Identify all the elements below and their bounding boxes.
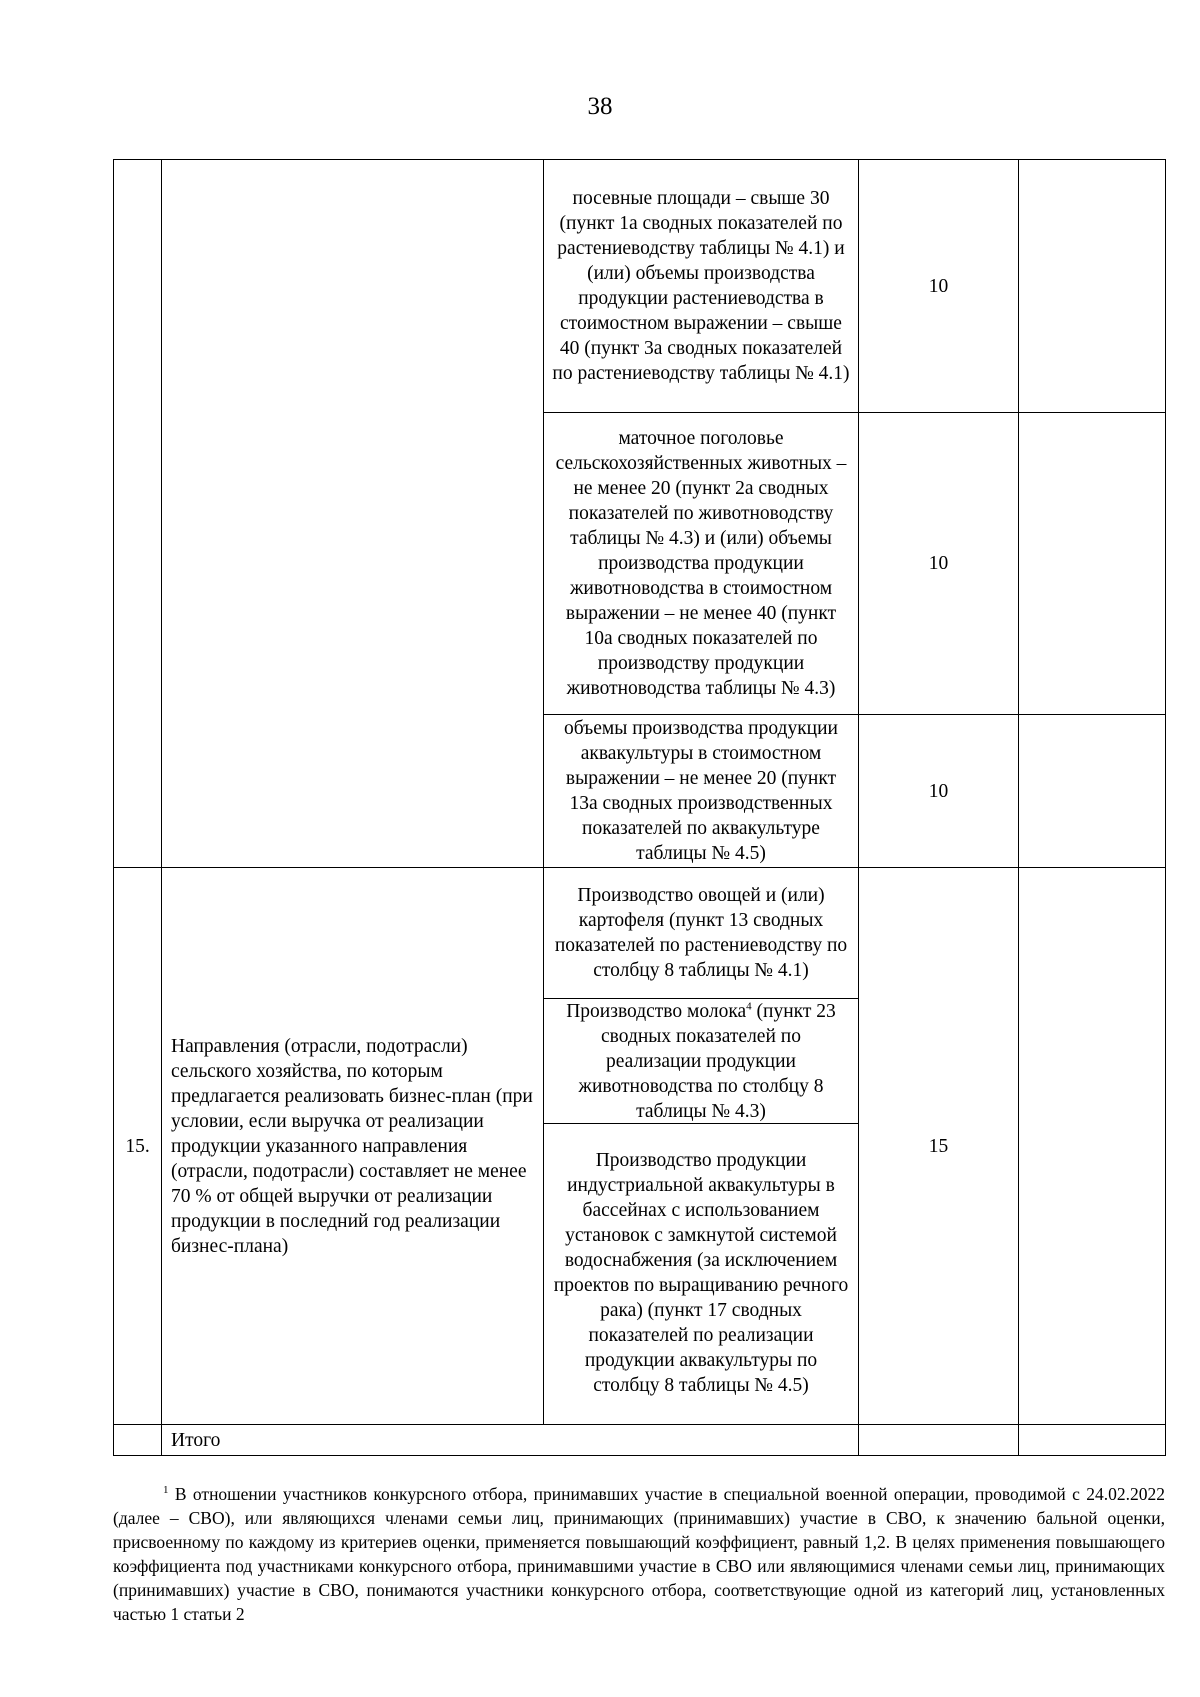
empty-cell (1019, 715, 1166, 868)
criterion-vegetables-text: Производство овощей и (или) картофеля (пункт 13 сводных показателей по растениеводству по столбцу 8 таблицы № 4.1) (554, 885, 848, 981)
footnote-ref: 4 (746, 1000, 752, 1012)
criterion-aquaculture-text: Производство продукции индустриальной аквакультуры в бассейнах с использованием установок с замкнутой системой водоснабжения (за исключением проектов по выращиванию речного рака) (пункт 17 сводных показателей по реализации продукции аквакультуры по столбцу 8 таблицы № 4.5) (553, 1150, 849, 1396)
score-cell: 10 (859, 160, 1019, 413)
empty-cell (114, 1425, 162, 1456)
criterion-stack (544, 868, 858, 1422)
footnote-text: В отношении участников конкурсного отбора, принимавших участие в специальной военной операции, проводимой с 24.02.2022 (далее – СВО), или являющихся членами семьи лиц, принимающих (принимавших) участие в СВО, к значению бальной оценки, присвоенному по каждому из критериев оценки, применяется повышающий коэффициент, равный 1,2. В целях применения повышающего коэффициента под участниками конкурсного отбора, принимавшими участие в СВО или являющимися членами семьи лиц, принимающих (принимавших) участие в СВО, понимаются участники конкурсного отбора, соответствующие одной из категорий лиц, установленных частью 1 статьи 2 (113, 1484, 1165, 1624)
total-row (114, 1425, 1166, 1456)
empty-cell (1019, 160, 1166, 413)
score-cell: 15 (859, 868, 1019, 1425)
table-row-15 (114, 868, 1166, 1425)
criterion-cell: объемы производства продукции аквакультуры в стоимостном выражении – не менее 20 (пункт 13а сводных производственных показателей по аквакультуре таблицы № 4.5) (544, 715, 859, 868)
row-number: 15. (114, 868, 162, 1425)
criterion-group-cell (544, 868, 859, 1425)
criterion-milk-text: Производство молока$^4$ (пункт 23 сводных показателей по реализации продукции животноводства по столбцу 8 таблицы № 4.3) (566, 1000, 836, 1122)
row-number-cell (114, 160, 162, 868)
empty-cell (1019, 1425, 1166, 1456)
empty-cell (859, 1425, 1019, 1456)
total-label: Итого (162, 1425, 859, 1456)
criterion-cell: маточное поголовье сельскохозяйственных животных – не менее 20 (пункт 2а сводных показателей по животноводству таблицы № 4.3) и (или) объемы производства продукции животноводства в стоимостном выражении – не менее 40 (пункт 10а сводных показателей по производству продукции животноводства таблицы № 4.3) (544, 413, 859, 715)
score-cell: 10 (859, 715, 1019, 868)
criteria-table (113, 159, 1166, 1456)
criterion-vegetables (544, 868, 858, 998)
footnote (113, 1482, 1165, 1626)
empty-cell (1019, 868, 1166, 1425)
row-name: Направления (отрасли, подотрасли) сельского хозяйства, по которым предлагается реализовать бизнес-план (при условии, если выручка от реализации продукции указанного направления (отрасли, подотрасли) составляет не менее 70 % от общей выручки от реализации продукции в последний год реализации бизнес-плана) (162, 868, 544, 1425)
criterion-milk (544, 998, 858, 1123)
table-row (114, 160, 1166, 413)
score-cell: 10 (859, 413, 1019, 715)
criterion-aquaculture (544, 1123, 858, 1422)
footnote-marker: 1 (163, 1484, 169, 1497)
criterion-cell: посевные площади – свыше 30 (пункт 1а сводных показателей по растениеводству таблицы № 4.1) и (или) объемы производства продукции растениеводства в стоимостном выражении – свыше 40 (пункт 3а сводных показателей по растениеводству таблицы № 4.1) (544, 160, 859, 413)
row-name-cell (162, 160, 544, 868)
page-number: 38 (587, 93, 613, 120)
empty-cell (1019, 413, 1166, 715)
